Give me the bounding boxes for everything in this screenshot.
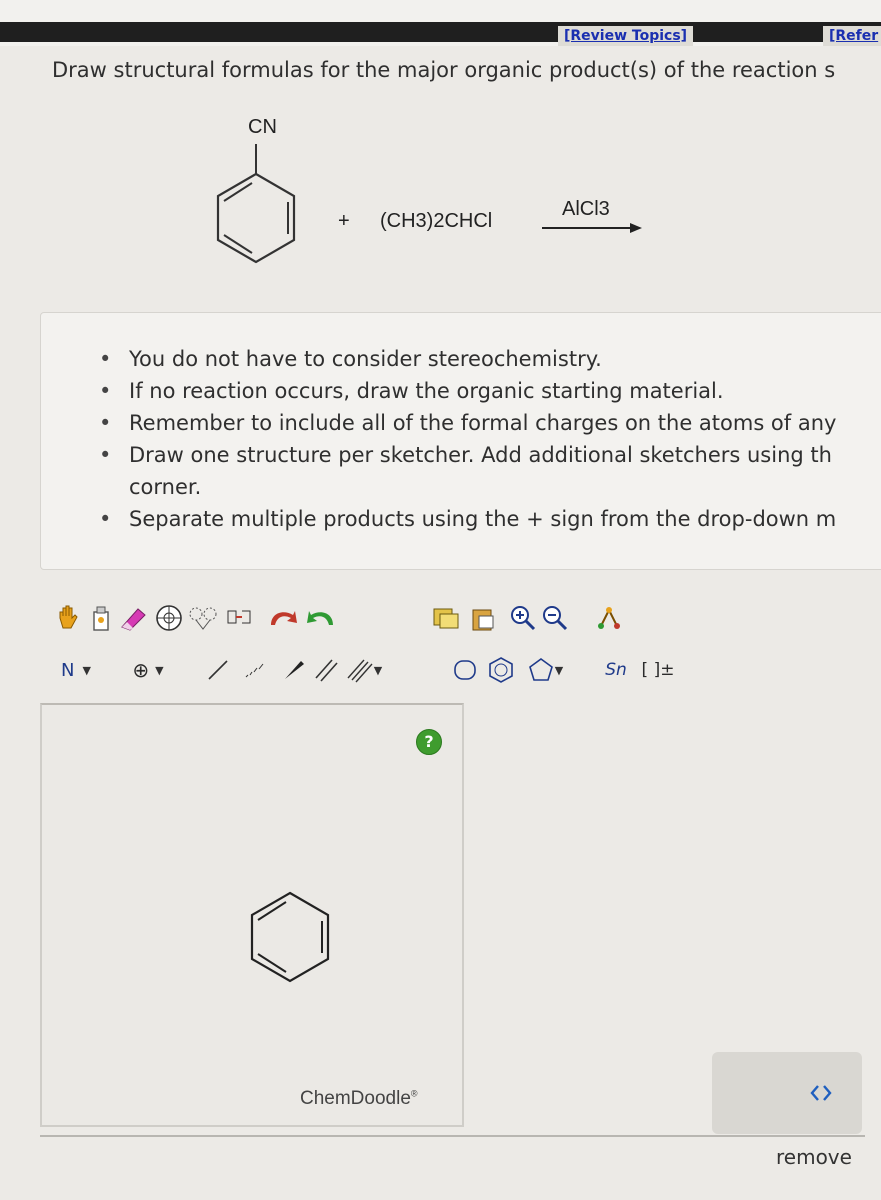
instruction-item: • Separate multiple products using the + sign from the drop-down m [41, 503, 881, 535]
code-toggle-button[interactable] [712, 1052, 862, 1134]
section-divider [40, 1135, 865, 1137]
wedge-bond-icon[interactable] [280, 652, 308, 688]
reagent-label: (CH3)2CHCl [380, 210, 493, 232]
double-bond-icon[interactable] [312, 652, 340, 688]
clear-icon[interactable] [88, 600, 114, 636]
sn-label: Sn [605, 660, 627, 680]
chemdoodle-brand [300, 1088, 418, 1110]
bracket-charge-button[interactable] [638, 652, 678, 688]
cn-group-label: CN [248, 116, 277, 138]
references-link[interactable]: [Refer [823, 26, 881, 46]
instructions-box [40, 312, 881, 570]
element-selector[interactable] [54, 652, 98, 688]
registered-mark: ® [410, 1088, 418, 1099]
sketcher-toolbar-bottom [54, 652, 694, 692]
benzene-template-icon[interactable] [486, 652, 516, 688]
dropdown-arrow-icon: ▼ [82, 663, 91, 677]
dropdown-arrow-icon: ▼ [554, 663, 564, 677]
triple-bond-selector[interactable] [342, 652, 386, 688]
instructions-list [41, 343, 881, 535]
question-text: Draw structural formulas for the major organic product(s) of the reaction s [52, 58, 836, 82]
undo-icon[interactable] [264, 600, 300, 636]
triple-bond-icon [346, 657, 374, 683]
ring-selector[interactable] [522, 652, 568, 688]
zoom-in-icon[interactable] [508, 600, 538, 636]
dropdown-arrow-icon: ▼ [373, 663, 383, 677]
element-label: N [61, 659, 75, 681]
instruction-item: • Draw one structure per sketcher. Add additional sketchers using th [41, 439, 881, 471]
move-icon[interactable] [224, 600, 256, 636]
charge-label: ⊕ [132, 658, 150, 682]
plus-sign: + [338, 210, 350, 232]
dropdown-arrow-icon: ▼ [155, 663, 164, 677]
benzene-structure[interactable] [42, 705, 462, 1125]
zoom-out-icon[interactable] [540, 600, 570, 636]
charge-selector[interactable] [126, 652, 170, 688]
instruction-continuation: corner. [129, 475, 202, 499]
paste-icon[interactable] [468, 600, 498, 636]
instruction-item: • You do not have to consider stereochemistry. [41, 343, 881, 375]
instruction-item: • If no reaction occurs, draw the organic starting material. [41, 375, 881, 407]
repeat-unit-button[interactable] [598, 652, 634, 688]
remove-link[interactable]: remove [776, 1145, 852, 1169]
eraser-icon[interactable] [118, 600, 148, 636]
chemdoodle-brand-label: ChemDoodle [300, 1088, 411, 1109]
review-topics-link[interactable]: [Review Topics] [558, 26, 693, 46]
sketcher-toolbar-top [54, 600, 674, 640]
cyclopentane-ring-icon [527, 656, 555, 684]
redo-icon[interactable] [304, 600, 340, 636]
hashed-bond-icon[interactable] [238, 652, 272, 688]
code-toggle-icon [810, 1082, 832, 1104]
ring-template-icon[interactable] [154, 600, 184, 636]
cyclopentane-icon[interactable] [450, 652, 480, 688]
bracket-label: [ ]± [641, 660, 675, 680]
header-band [0, 22, 881, 42]
hand-icon[interactable] [54, 600, 82, 636]
instruction-item: • Remember to include all of the formal charges on the atoms of any [41, 407, 881, 439]
sketcher-canvas[interactable] [40, 703, 464, 1127]
single-bond-icon[interactable] [204, 652, 232, 688]
help-icon[interactable]: ? [416, 729, 442, 755]
copy-icon[interactable] [430, 600, 462, 636]
lasso-icon[interactable] [188, 600, 220, 636]
clean-structure-icon[interactable] [594, 600, 624, 636]
catalyst-label: AlCl3 [562, 198, 610, 220]
reaction-scheme [190, 110, 690, 300]
